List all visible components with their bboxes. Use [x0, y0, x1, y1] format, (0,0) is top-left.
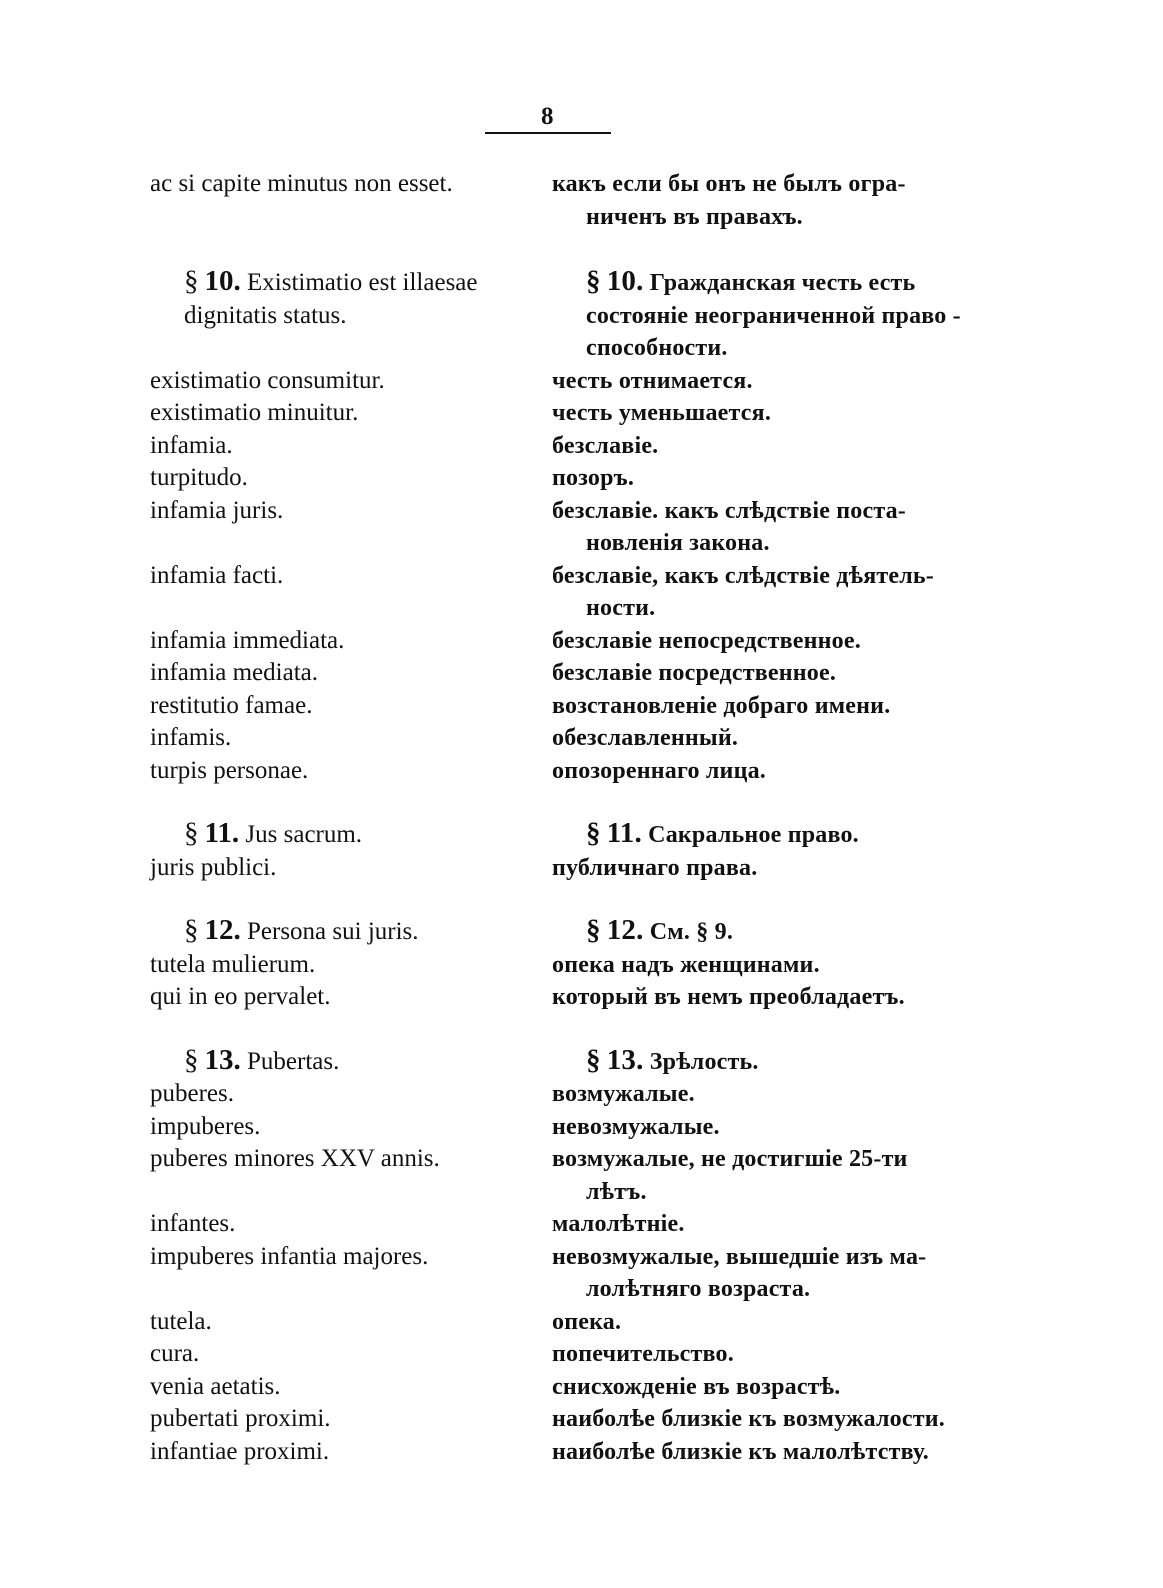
russian-translation	[552, 560, 962, 625]
latin-heading	[150, 914, 552, 949]
page-number: 8	[541, 103, 554, 130]
russian-translation: который въ немъ преобладаетъ.	[552, 984, 905, 1010]
russian-translation: опека надъ женщинами.	[552, 951, 820, 978]
glossary-entry	[150, 625, 970, 658]
russian-translation: попечительство.	[552, 1341, 734, 1367]
russian-translation: честь уменьшается.	[552, 400, 772, 426]
latin-term: restitutio famae.	[150, 691, 313, 719]
latin-term: puberes minores XXV annis.	[150, 1145, 440, 1172]
glossary-entry	[150, 949, 970, 982]
latin-term: turpitudo.	[150, 464, 248, 491]
glossary-entry	[150, 981, 970, 1014]
russian-text: невозмужалые, вышедшіе изъ ма-	[552, 1243, 927, 1270]
latin-term: turpis personae.	[150, 756, 309, 784]
section-number: 13.	[606, 1043, 644, 1076]
latin-term: pubertati proximi.	[150, 1405, 331, 1432]
section-number: 12.	[606, 914, 644, 946]
latin-term: infamia immediata.	[150, 626, 345, 654]
glossary-entry	[150, 462, 970, 495]
spacer	[150, 1014, 970, 1044]
glossary-entry	[150, 690, 970, 723]
section-sign: §	[586, 817, 601, 849]
glossary-entry	[150, 1403, 970, 1436]
latin-term: impuberes.	[150, 1112, 261, 1140]
russian-translation: безславіе.	[552, 432, 659, 459]
russian-translation: наиболѣе близкіе къ малолѣтству.	[552, 1438, 929, 1465]
latin-term: infamia mediata.	[150, 659, 318, 686]
spacer	[150, 884, 970, 914]
latin-term: tutela.	[150, 1307, 212, 1335]
russian-heading-text: Сакральное право.	[648, 822, 859, 848]
latin-term: impuberes infantia majores.	[150, 1242, 429, 1270]
latin-term: infantiae proximi.	[150, 1437, 330, 1465]
russian-text: безславіе. какъ слѣдствіе поста-	[552, 497, 907, 524]
section-number: 11.	[204, 817, 240, 849]
section-sign: §	[586, 265, 601, 297]
russian-translation: обезславленный.	[552, 725, 739, 751]
russian-translation: возстановленіе добраго имени.	[552, 692, 891, 719]
russian-translation: малолѣтніе.	[552, 1211, 685, 1237]
russian-translation	[552, 1241, 962, 1306]
glossary-entry	[150, 365, 970, 398]
glossary-entry	[150, 430, 970, 463]
glossary-entry	[150, 852, 970, 885]
glossary-entry	[150, 1241, 970, 1306]
latin-term: infamia.	[150, 431, 233, 459]
spacer	[150, 233, 970, 265]
russian-text-continuation: лолѣтняго возраста.	[586, 1276, 811, 1302]
section-heading-12	[150, 914, 970, 949]
latin-heading-text: Pubertas.	[247, 1047, 340, 1075]
latin-term: existimatio minuitur.	[150, 399, 359, 426]
section-sign: §	[184, 817, 199, 849]
russian-heading-text: Гражданская честь есть	[649, 270, 916, 296]
latin-term: qui in eo pervalet.	[150, 983, 331, 1010]
latin-heading-text: Jus sacrum.	[245, 821, 363, 848]
latin-term: juris publici.	[150, 853, 277, 881]
latin-term: tutela mulierum.	[150, 950, 316, 978]
latin-heading	[150, 265, 552, 332]
latin-heading	[150, 1044, 552, 1079]
glossary-entry	[150, 722, 970, 755]
russian-heading-text: См. § 9.	[649, 919, 734, 945]
russian-translation	[552, 1143, 962, 1208]
latin-heading-continuation: dignitatis status.	[184, 301, 347, 329]
russian-heading-text: Зрѣлость.	[649, 1048, 759, 1075]
russian-translation: невозмужалые.	[552, 1113, 720, 1140]
glossary-entry	[150, 1111, 970, 1144]
section-sign: §	[586, 914, 601, 946]
russian-translation: снисхожденіе въ возрастѣ.	[552, 1373, 841, 1400]
latin-term: infantes.	[150, 1210, 236, 1237]
latin-heading	[150, 817, 552, 852]
section-sign: §	[586, 1043, 601, 1076]
russian-translation: безславіе посредственное.	[552, 660, 837, 686]
glossary-entry	[150, 495, 970, 560]
russian-text-continuation: ности.	[586, 595, 656, 621]
latin-term: infamis.	[150, 724, 232, 751]
latin-term: cura.	[150, 1340, 200, 1367]
russian-translation: возмужалые.	[552, 1081, 695, 1107]
russian-text-continuation: новленія закона.	[586, 530, 770, 556]
russian-translation	[552, 168, 962, 233]
glossary-entry	[150, 1436, 970, 1469]
russian-translation: опозореннаго лица.	[552, 757, 767, 784]
glossary-body	[150, 168, 970, 1468]
glossary-entry	[150, 1338, 970, 1371]
russian-translation: позоръ.	[552, 465, 635, 491]
russian-text: безславіе, какъ слѣдствіе дѣятель-	[552, 562, 934, 589]
russian-translation: наиболѣе близкіе къ возмужалости.	[552, 1406, 945, 1432]
glossary-entry	[150, 755, 970, 788]
russian-heading	[552, 265, 962, 365]
latin-term: puberes.	[150, 1080, 234, 1107]
russian-heading	[552, 914, 962, 949]
russian-heading	[552, 817, 962, 852]
russian-translation: опека.	[552, 1308, 622, 1335]
glossary-entry	[150, 1078, 970, 1111]
russian-translation: честь отнимается.	[552, 367, 753, 394]
section-number: 13.	[204, 1043, 241, 1076]
section-heading-13	[150, 1044, 970, 1079]
glossary-entry	[150, 560, 970, 625]
glossary-entry	[150, 657, 970, 690]
glossary-entry	[150, 1208, 970, 1241]
section-heading-11	[150, 817, 970, 852]
section-sign: §	[184, 1043, 199, 1076]
section-number: 10.	[204, 265, 241, 297]
section-number: 10.	[606, 265, 644, 297]
latin-heading-text: Existimatio est illaesae	[247, 269, 478, 296]
russian-translation: безславіе непосредственное.	[552, 627, 861, 654]
glossary-entry	[150, 1143, 970, 1208]
latin-term: ac si capite minutus non esset.	[150, 170, 453, 197]
russian-text: возмужалые, не достигшіе 25-ти	[552, 1146, 908, 1172]
glossary-entry	[150, 1371, 970, 1404]
glossary-entry	[150, 1306, 970, 1339]
russian-heading	[552, 1044, 962, 1079]
latin-heading-text: Persona sui juris.	[247, 918, 419, 945]
latin-term: infamia facti.	[150, 561, 284, 589]
section-heading-10	[150, 265, 970, 365]
glossary-entry	[150, 168, 970, 233]
section-sign: §	[184, 914, 199, 946]
russian-heading-continuation-2: способности.	[586, 335, 728, 361]
section-number: 12.	[204, 914, 241, 946]
russian-text: какъ если бы онъ не былъ огра-	[552, 171, 906, 197]
russian-text-continuation: лѣтъ.	[586, 1178, 647, 1205]
latin-term: existimatio consumitur.	[150, 366, 385, 394]
section-number: 11.	[606, 817, 642, 849]
latin-term: infamia juris.	[150, 496, 284, 524]
page-number-rule	[485, 132, 611, 134]
russian-heading-continuation: состояніе неограниченной право -	[586, 302, 961, 329]
section-sign: §	[184, 265, 199, 297]
russian-text-continuation: ниченъ въ правахъ.	[586, 203, 803, 230]
spacer	[150, 787, 970, 817]
russian-translation	[552, 495, 962, 560]
latin-term: venia aetatis.	[150, 1372, 281, 1400]
russian-translation: публичнаго права.	[552, 854, 758, 881]
glossary-entry	[150, 397, 970, 430]
